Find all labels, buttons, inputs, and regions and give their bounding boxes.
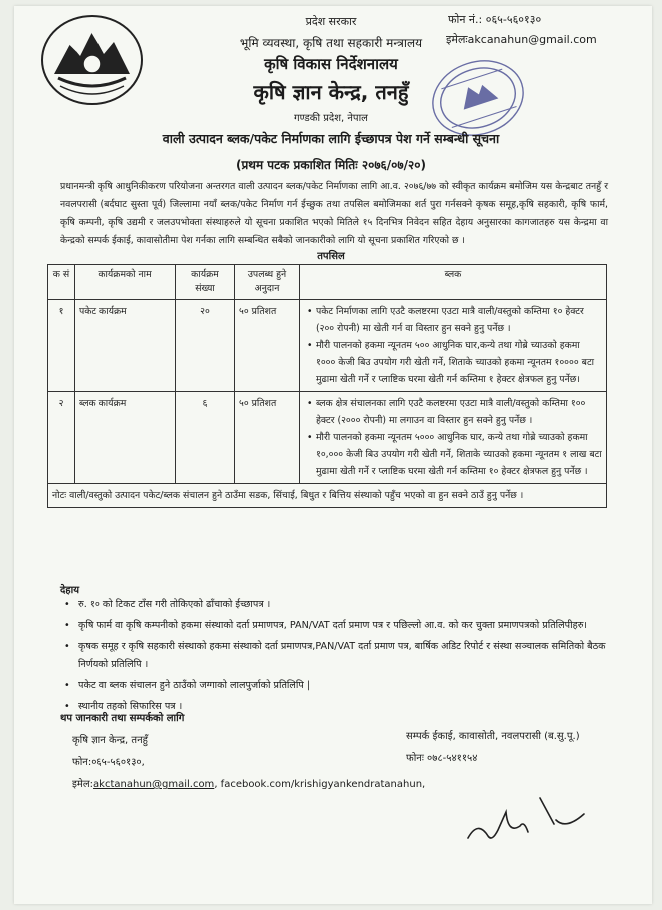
row-program-count: ६ [176, 392, 235, 484]
row-conditions [300, 300, 607, 392]
contact-office-phone: फोन:०६५-५६०१३०, [72, 757, 145, 768]
publish-date: (प्रथम पटक प्रकाशित मितिः २०७६/०७/२०) [235, 158, 427, 172]
list-item: • कृषक समूह र कृषि सहकारी संस्थाको हकमा संस्थाको दर्ता प्रमाणपत्र,PAN/VAT दर्ता प्रमाण पत्र, बार्षिक अडिट रिपोर्ट र संस्था सञ्चालक समितिको बैठक निर्णयको प्रतिलिपि । [62, 638, 608, 674]
header-serial: क सं [48, 265, 75, 300]
row-grant: ५० प्रतिशत [235, 392, 300, 484]
list-item: • स्थानीय तहको सिफारिस पत्र । [62, 698, 608, 716]
more-info-title: थप जानकारी तथा सम्पर्कको लागि [60, 713, 185, 724]
condition-item: • ब्लक क्षेत्र संचालनका लागि एउटै कलष्टरमा एउटा मात्रै वाली/वस्तुको कम्तिमा १०० हेक्टर (२००० रोपनी) मा लगाउन वा विस्तार हुन सक्ने हुनु पर्नेछ । [316, 395, 602, 429]
condition-item: • पकेट निर्माणका लागि एउटै कलष्टरमा एउटा मात्रै वाली/वस्तुको कम्तिमा १० हेक्टर (२०० रोपनी) मा खेती गर्न वा विस्तार हुन सक्ने हुनु पर्नेछ । [316, 303, 602, 337]
office-stamp-icon [428, 56, 528, 140]
condition-item: • मौरी पालनको हकमा न्यूनतम ५००० आधुनिक घार, कन्ये तथा गोब्रे च्याउको हकमा १०,००० केजी बिउ उपयोग गरी खेती गर्ने, शिताके च्याउको हकमा न्यूनतम १ लाख बटा मुढामा खेती गर्ने र प्लाष्टिक घरमा खेती गर्न कम्तिमा १० हेक्टर क्षेत्रफल हुनु पर्नेछ । [316, 429, 602, 480]
header-directorate: कृषि विकास निर्देशनालय [264, 55, 398, 73]
row-serial: १ [48, 300, 75, 392]
notice-subject: वाली उत्पादन ब्लक/पकेट निर्माणका लागि ईच्छापत्र पेश गर्ने सम्बन्धी सूचना [162, 131, 500, 146]
email-link[interactable]: akctanahun@gmail.com [93, 779, 215, 790]
header-block: ब्लक [300, 265, 607, 300]
header-email: इमेलःakcanahun@gmail.com [446, 33, 597, 46]
signature-icon [462, 790, 602, 850]
header-office-name: कृषि ज्ञान केन्द्र, तनहुँ [253, 80, 409, 104]
header-ministry: भूमि व्यवस्था, कृषि तथा सहकारी मन्त्रालय [239, 36, 423, 50]
requirements-list [62, 596, 608, 719]
row-serial: २ [48, 392, 75, 484]
row-program-name: पकेट कार्यक्रम [75, 300, 176, 392]
table-note-row [48, 484, 607, 508]
header-province: प्रदेश सरकार [305, 15, 357, 28]
table-caption: तपसिल [317, 251, 345, 262]
facebook-link[interactable]: , facebook.com/krishigyankendratanahun, [214, 779, 426, 790]
header-grant: उपलब्ध हुने अनुदान [235, 265, 300, 300]
contact-unit-phone: फोनः ०७८-५४११५४ [406, 753, 478, 764]
header-program-count: कार्यक्रम संख्या [176, 265, 235, 300]
table-note: नोटः वाली/वस्तुको उत्पादन पकेट/ब्लक संचालन हुने ठाउँमा सडक, सिंचाई, बिधुत र बित्तिय संस्थाको पहुँच भएको वा हुन सक्ने ठाउँ हुनु पर्नेछ । [48, 484, 607, 508]
contact-office-email-line [72, 776, 425, 790]
row-grant: ५० प्रतिशत [235, 300, 300, 392]
list-item: • पकेट वा ब्लक संचालन हुने ठाउँको जग्गाको लालपुर्जाको प्रतिलिपि | [62, 677, 608, 695]
table-header-row [48, 265, 607, 300]
contact-unit-name: सम्पर्क ईकाई, कावासोती, नवलपरासी (ब.सु.पू.) [406, 731, 580, 742]
programs-table [47, 264, 607, 508]
header-program-name: कार्यक्रमको नाम [75, 265, 176, 300]
row-program-name: ब्लक कार्यक्रम [75, 392, 176, 484]
requirements-title: देहाय [60, 585, 80, 596]
email-prefix: इमेल: [72, 779, 94, 790]
table-row [48, 300, 607, 392]
condition-item: • मौरी पालनको हकमा न्यूनतम ५०० आधुनिक घार,कन्ये तथा गोब्रे च्याउको हकमा १००० केजी बिउ उपयोग गरी खेती गर्ने, शिताके च्याउको हकमा न्यूनतम १०००० बटा मुढामा खेती गर्ने र प्लाष्टिक घरमा खेती गर्न कम्तिमा १ हेक्टर क्षेत्रफल हुनु पर्नेछ। [316, 337, 602, 388]
contact-office-name: कृषि ज्ञान केन्द्र, तनहुँ [72, 735, 148, 746]
list-item: • रु. १० को टिकट टाँस गरी तोकिएको ढाँचाको ईच्छापत्र । [62, 596, 608, 614]
list-item: • कृषि फार्म वा कृषि कम्पनीको हकमा संस्थाको दर्ता प्रमाणपत्र, PAN/VAT दर्ता प्रमाण पत्र र पछिल्लो आ.व. को कर चुक्ता प्रमाणपत्रको प्रतिलिपीहरु। [62, 617, 608, 635]
header-location: गण्डकी प्रदेश, नेपाल [294, 113, 368, 124]
row-conditions [300, 392, 607, 484]
intro-paragraph: प्रधानमन्त्री कृषि आधुनिकीकरण परियोजना अन्तरगत वाली उत्पादन ब्लक/पकेट निर्माणका लागि आ.व. २०७६/७७ को स्वीकृत कार्यक्रम बमोजिम यस केन्द्रबाट तनहुँ र नवलपरासी (बर्दघाट सुस्ता पूर्व) जिल्लामा नयाँ ब्लक/पकेट निर्माण गर्न ईच्छुक तथा तपसिल बमोजिमका शर्त पुरा गर्नसक्ने कृषक समूह,कृषि सहकारी, कृषि फार्म, कृषि कम्पनी, कृषि उद्यमी र जलउपभोक्ता संस्थाहरुले यो सूचना प्रकाशित भएको मितिले १५ दिनभित्र निवेदन सहित देहाय अनुसारका कागजातहरु यस केन्द्रमा वा केन्द्रको सम्पर्क ईकाई, कावासोतीमा पेश गर्नका लागि सम्बन्धित सबैको जानकारीको लागि यो सूचना प्रकाशित गरिएको छ । [60, 181, 608, 246]
header-phone: फोन नं.: ०६५-५६०१३० [448, 13, 542, 26]
row-program-count: २० [176, 300, 235, 392]
table-row [48, 392, 607, 484]
